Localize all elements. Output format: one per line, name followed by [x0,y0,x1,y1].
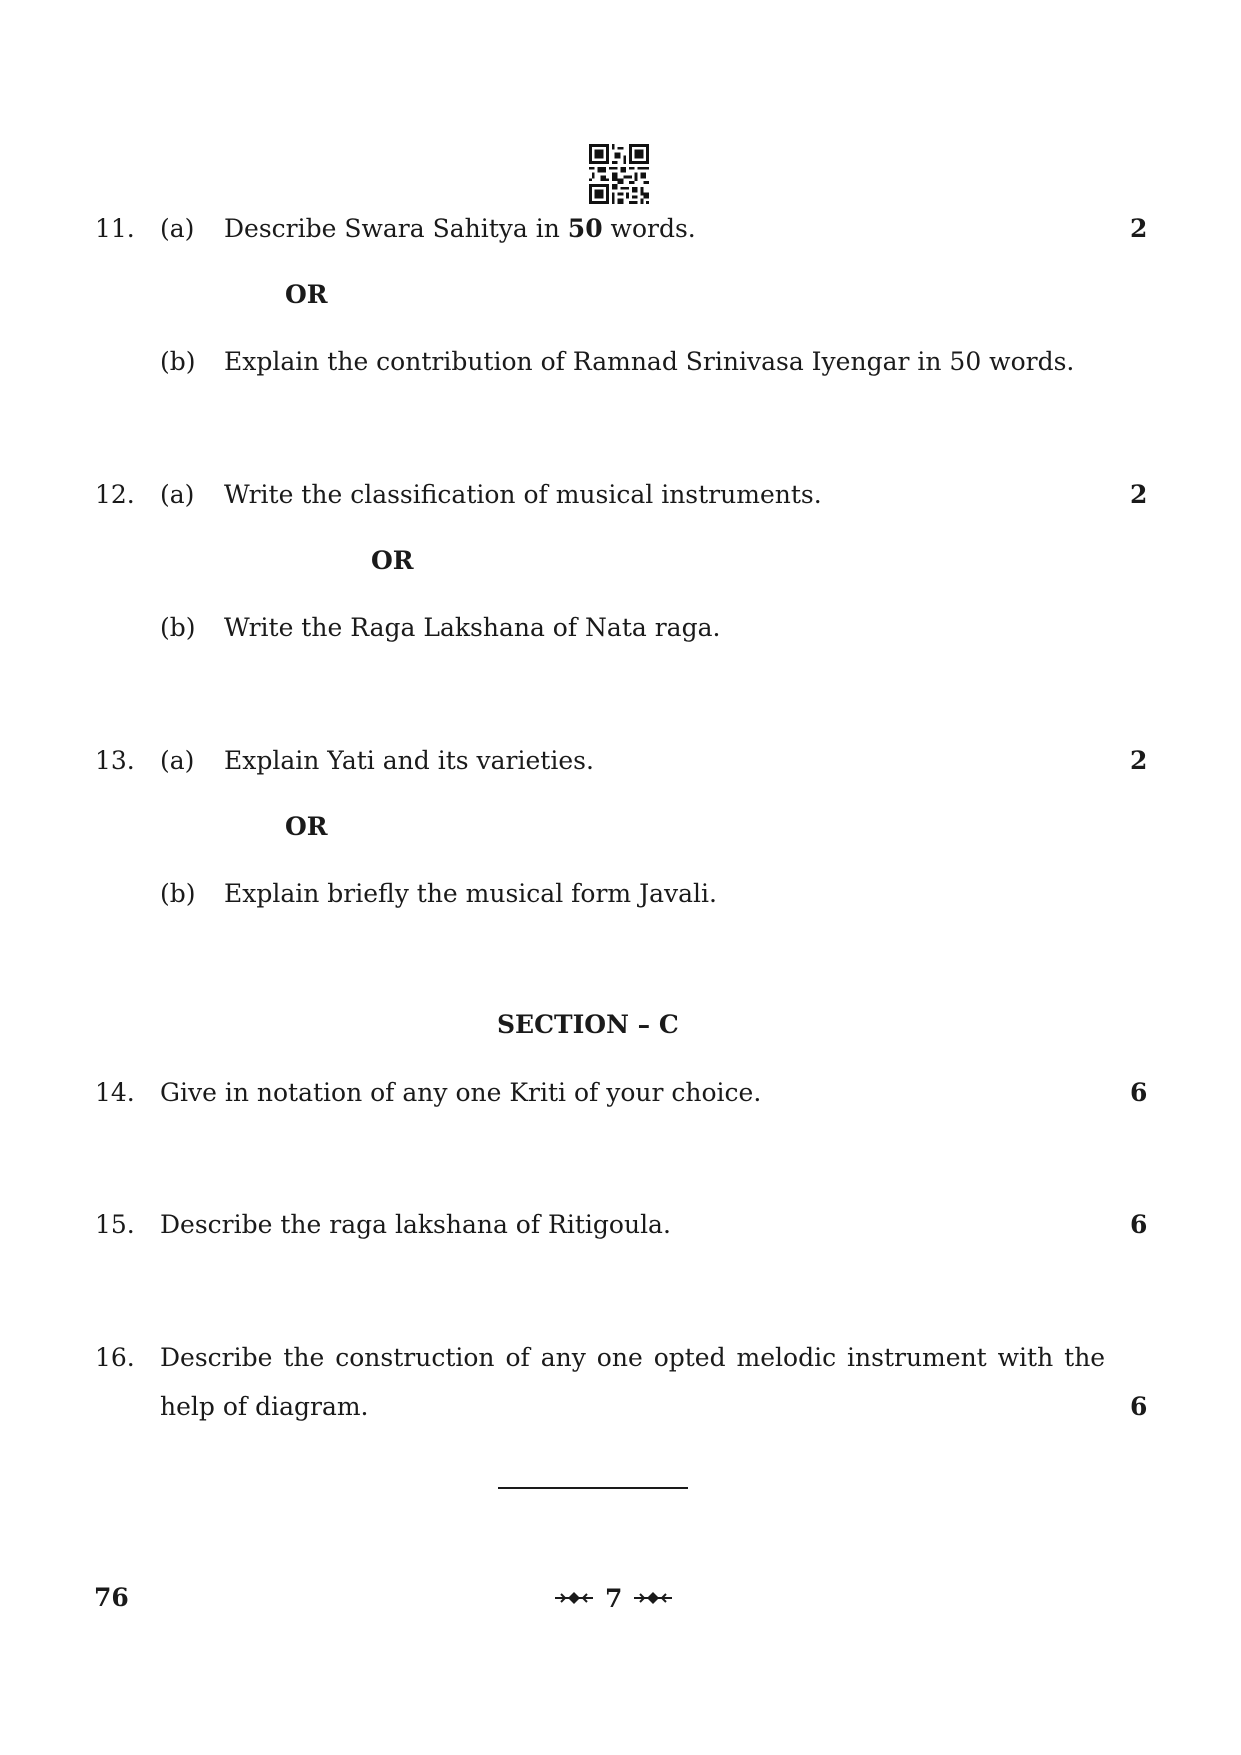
question-text: Describe the raga lakshana of Ritigoula. [160,1210,671,1239]
question-number: 15. [95,1210,135,1239]
question-text: Explain briefly the musical form Javali. [224,879,717,908]
paper-code: 76 [94,1583,129,1612]
or-separator: OR [285,280,328,309]
question-text: Write the classification of musical instruments. [224,480,822,509]
part-label: (a) [160,746,195,775]
question-text: Give in notation of any one Kriti of your choice. [160,1078,762,1107]
question-number: 14. [95,1078,135,1107]
qr-code-icon [589,144,649,204]
marks: 6 [1130,1078,1148,1107]
end-rule [498,1487,688,1489]
marks: 2 [1130,746,1148,775]
right-ornament-icon [634,1590,672,1606]
part-label: (b) [160,879,196,908]
question-text: Write the Raga Lakshana of Nata raga. [224,613,721,642]
page-number: 7 [605,1583,623,1613]
question-text: Explain the contribution of Ramnad Srinivasa Iyengar in 50 words. [224,347,1075,376]
marks: 2 [1130,214,1148,243]
section-heading: SECTION – C [497,1010,679,1039]
question-text-continued: help of diagram. [160,1392,369,1421]
marks: 6 [1130,1210,1148,1239]
marks: 2 [1130,480,1148,509]
question-number: 16. [95,1343,135,1372]
question-text [224,214,696,244]
part-label: (a) [160,214,195,243]
marks: 6 [1130,1392,1148,1421]
question-number: 13. [95,746,135,775]
part-label: (a) [160,480,195,509]
left-ornament-icon [555,1590,593,1606]
or-separator: OR [285,812,328,841]
question-text-part: words. [602,214,696,243]
question-text: Describe the construction of any one opted melodic instrument with the [160,1343,1106,1372]
word-count-bold: 50 [567,214,603,243]
page-number-block [555,1580,672,1616]
part-label: (b) [160,347,196,376]
question-number: 12. [95,480,135,509]
question-number: 11. [95,214,135,243]
or-separator: OR [371,546,414,575]
part-label: (b) [160,613,196,642]
question-text-part: Describe Swara Sahitya in [224,214,568,243]
question-text: Explain Yati and its varieties. [224,746,594,775]
